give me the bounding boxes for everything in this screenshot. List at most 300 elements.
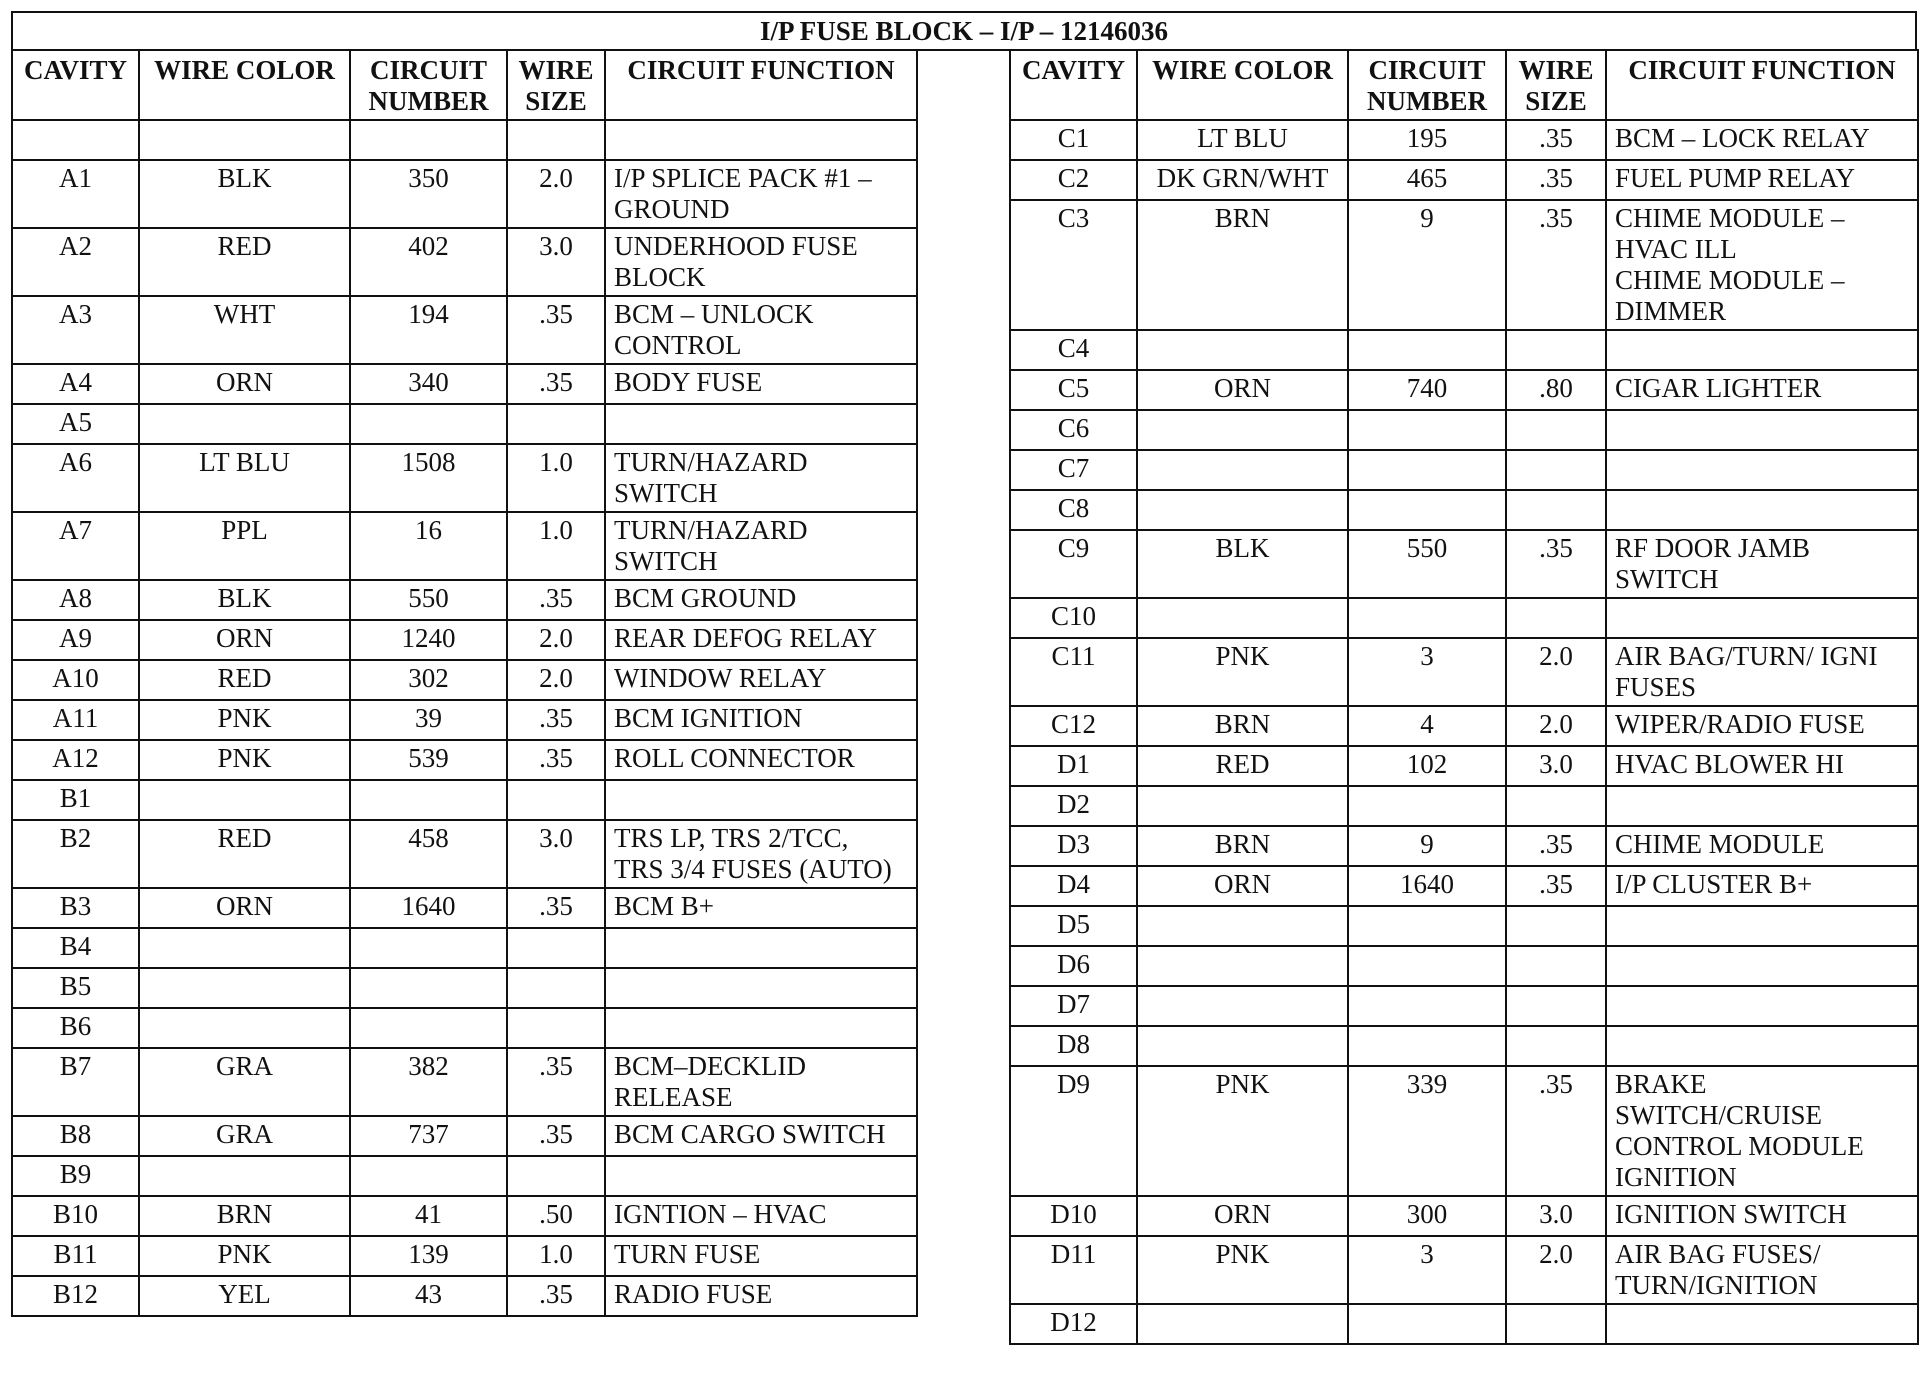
wire-color-cell [1137,1026,1348,1066]
wire-color-cell [139,120,350,160]
cavity-cell: B10 [12,1196,139,1236]
wire-color-cell [139,928,350,968]
wire-size-cell: 2.0 [1506,706,1606,746]
circuit-function-line: IGNITION SWITCH [1615,1199,1847,1229]
wire-color-cell: LT BLU [1137,120,1348,160]
circuit-function-cell [1606,746,1918,786]
wire-size-cell: .35 [507,1048,605,1116]
circuit-number-cell: 3 [1348,638,1506,706]
wire-color-cell: LT BLU [139,444,350,512]
circuit-function-line: CHIME MODULE – [1615,265,1845,295]
wire-size-cell [1506,986,1606,1026]
circuit-function-line: BCM IGNITION [614,703,803,733]
cavity-cell: C1 [1010,120,1137,160]
wire-color-cell [139,780,350,820]
table-row [12,660,917,700]
left-header-row [12,50,917,120]
wire-size-cell [1506,1304,1606,1344]
wire-color-cell [1137,490,1348,530]
circuit-number-cell: 339 [1348,1066,1506,1196]
cavity-cell: A3 [12,296,139,364]
wire-size-cell: .35 [507,364,605,404]
wire-size-cell [507,968,605,1008]
wire-color-cell [1137,410,1348,450]
header-circuit-number: CIRCUIT NUMBER [350,50,507,120]
circuit-function-line: TURN/IGNITION [1615,1270,1818,1300]
cavity-cell: D3 [1010,826,1137,866]
wire-size-cell: .35 [507,296,605,364]
cavity-cell: C10 [1010,598,1137,638]
circuit-number-cell: 737 [350,1116,507,1156]
table-row [12,888,917,928]
wire-size-cell [507,928,605,968]
circuit-function-line: CHIME MODULE – [1615,203,1845,233]
wire-color-cell: PNK [1137,1236,1348,1304]
cavity-cell: B1 [12,780,139,820]
table-row [12,512,917,580]
circuit-number-cell: 9 [1348,200,1506,330]
wire-size-cell: .35 [507,888,605,928]
circuit-number-cell: 740 [1348,370,1506,410]
circuit-number-cell: 195 [1348,120,1506,160]
circuit-function-cell [605,404,917,444]
wire-color-cell: ORN [139,620,350,660]
wire-color-cell [1137,786,1348,826]
circuit-function-line: WINDOW RELAY [614,663,827,693]
wire-color-cell [139,968,350,1008]
circuit-function-line: BCM CARGO SWITCH [614,1119,886,1149]
cavity-cell: D9 [1010,1066,1137,1196]
circuit-function-line: TRS 3/4 FUSES (AUTO) [614,854,892,884]
wire-color-cell: PNK [139,1236,350,1276]
wire-size-cell: .35 [507,1116,605,1156]
circuit-function-cell [1606,370,1918,410]
circuit-function-cell [1606,530,1918,598]
circuit-function-cell [605,1116,917,1156]
circuit-number-cell [1348,490,1506,530]
circuit-function-cell [605,160,917,228]
wire-size-cell [507,404,605,444]
table-row [12,1236,917,1276]
circuit-function-cell [605,1048,917,1116]
circuit-number-cell: 1240 [350,620,507,660]
circuit-function-cell [605,700,917,740]
wire-size-cell [1506,946,1606,986]
circuit-function-line: AIR BAG/TURN/ IGNI [1615,641,1878,671]
header-cavity: CAVITY [12,50,139,120]
circuit-function-line: FUSES [1615,672,1697,702]
circuit-function-cell [605,296,917,364]
cavity-cell: B4 [12,928,139,968]
cavity-cell: A7 [12,512,139,580]
wire-color-cell: PNK [139,700,350,740]
table-row [1010,120,1918,160]
circuit-number-cell [1348,906,1506,946]
cavity-cell: D8 [1010,1026,1137,1066]
cavity-cell: A9 [12,620,139,660]
table-row [1010,906,1918,946]
circuit-function-line: SWITCH [614,478,718,508]
cavity-cell: A8 [12,580,139,620]
circuit-function-cell [1606,330,1918,370]
table-row [1010,1066,1918,1196]
circuit-function-line: UNDERHOOD FUSE [614,231,858,261]
cavity-cell: C3 [1010,200,1137,330]
cavity-cell: B11 [12,1236,139,1276]
wire-size-cell: 3.0 [1506,1196,1606,1236]
cavity-cell: C11 [1010,638,1137,706]
cavity-cell: D10 [1010,1196,1137,1236]
circuit-function-line: BCM–DECKLID [614,1051,807,1081]
table-row [12,580,917,620]
cavity-cell: D11 [1010,1236,1137,1304]
cavity-cell: C4 [1010,330,1137,370]
circuit-function-line: BLOCK [614,262,706,292]
circuit-number-cell [1348,1026,1506,1066]
table-row [12,364,917,404]
wire-size-cell: 3.0 [1506,746,1606,786]
wire-color-cell: PNK [139,740,350,780]
circuit-function-cell [1606,200,1918,330]
wire-color-cell: DK GRN/WHT [1137,160,1348,200]
wire-color-cell: ORN [1137,370,1348,410]
cavity-cell: A4 [12,364,139,404]
wire-color-cell: BRN [139,1196,350,1236]
circuit-number-cell [1348,1304,1506,1344]
circuit-function-line: RF DOOR JAMB [1615,533,1811,563]
right-fuse-table [1009,49,1919,1345]
circuit-function-cell [605,580,917,620]
circuit-function-cell [605,1156,917,1196]
circuit-number-cell: 539 [350,740,507,780]
circuit-number-cell [1348,410,1506,450]
cavity-cell: D7 [1010,986,1137,1026]
circuit-number-cell [350,780,507,820]
table-row [1010,530,1918,598]
circuit-function-line: CIGAR LIGHTER [1615,373,1822,403]
circuit-function-line: I/P SPLICE PACK #1 – [614,163,872,193]
circuit-function-cell [1606,906,1918,946]
circuit-function-cell [605,364,917,404]
circuit-number-cell [1348,786,1506,826]
circuit-function-line: BCM B+ [614,891,715,921]
circuit-number-cell [1348,330,1506,370]
circuit-function-line: TURN/HAZARD [614,447,808,477]
circuit-function-cell [605,512,917,580]
wire-size-cell: 3.0 [507,228,605,296]
wire-size-cell: 2.0 [1506,638,1606,706]
wire-color-cell: WHT [139,296,350,364]
cavity-cell: C2 [1010,160,1137,200]
wire-size-cell: .35 [1506,530,1606,598]
header-wire-size: WIRE SIZE [507,50,605,120]
table-row [1010,1236,1918,1304]
table-row [1010,450,1918,490]
circuit-function-line: TRS LP, TRS 2/TCC, [614,823,849,853]
wire-color-cell: YEL [139,1276,350,1316]
wire-size-cell: .35 [1506,120,1606,160]
table-row [12,780,917,820]
circuit-function-line: SWITCH [1615,564,1719,594]
circuit-function-line: TURN FUSE [614,1239,761,1269]
circuit-function-cell [1606,490,1918,530]
header-wire-color: WIRE COLOR [1137,50,1348,120]
cavity-cell: A2 [12,228,139,296]
table-row [1010,986,1918,1026]
wire-size-cell: .35 [1506,1066,1606,1196]
circuit-number-cell: 3 [1348,1236,1506,1304]
circuit-number-cell: 350 [350,160,507,228]
wire-color-cell: GRA [139,1048,350,1116]
circuit-number-cell [1348,598,1506,638]
circuit-function-cell [605,1008,917,1048]
circuit-number-cell: 39 [350,700,507,740]
circuit-function-cell [605,888,917,928]
wire-color-cell: RED [1137,746,1348,786]
circuit-function-cell [605,228,917,296]
wire-color-cell [139,1156,350,1196]
table-row [12,1276,917,1316]
cavity-cell: A12 [12,740,139,780]
table-row [1010,866,1918,906]
circuit-function-line: GROUND [614,194,730,224]
circuit-function-line: AIR BAG FUSES/ [1615,1239,1821,1269]
cavity-cell: C7 [1010,450,1137,490]
cavity-cell: D5 [1010,906,1137,946]
cavity-cell: B7 [12,1048,139,1116]
circuit-function-line: FUEL PUMP RELAY [1615,163,1856,193]
header-circuit-number: CIRCUIT NUMBER [1348,50,1506,120]
circuit-function-cell [605,780,917,820]
wire-size-cell [1506,786,1606,826]
circuit-function-line: DIMMER [1615,296,1727,326]
cavity-cell: D4 [1010,866,1137,906]
table-row [12,296,917,364]
cavity-cell: C9 [1010,530,1137,598]
circuit-function-cell [1606,706,1918,746]
wire-size-cell: .35 [1506,826,1606,866]
circuit-number-cell: 340 [350,364,507,404]
wire-color-cell [1137,330,1348,370]
table-row [12,928,917,968]
wire-size-cell [1506,410,1606,450]
wire-color-cell: ORN [139,364,350,404]
cavity-cell: D2 [1010,786,1137,826]
wire-size-cell: 3.0 [507,820,605,888]
wire-size-cell: .35 [1506,866,1606,906]
cavity-cell: A10 [12,660,139,700]
circuit-number-cell: 550 [1348,530,1506,598]
circuit-function-cell [605,928,917,968]
wire-size-cell: .50 [507,1196,605,1236]
header-circuit-function: CIRCUIT FUNCTION [1606,50,1918,120]
cavity-cell: B12 [12,1276,139,1316]
circuit-number-cell: 139 [350,1236,507,1276]
wire-size-cell: .80 [1506,370,1606,410]
wire-size-cell [507,1008,605,1048]
wire-color-cell: BRN [1137,706,1348,746]
cavity-cell: D6 [1010,946,1137,986]
wire-size-cell: 2.0 [507,660,605,700]
circuit-number-cell: 1640 [1348,866,1506,906]
cavity-cell: B6 [12,1008,139,1048]
cavity-cell: C5 [1010,370,1137,410]
wire-color-cell [1137,1304,1348,1344]
circuit-function-cell [1606,1236,1918,1304]
wire-color-cell: PNK [1137,1066,1348,1196]
circuit-function-cell [1606,1026,1918,1066]
circuit-function-cell [1606,826,1918,866]
table-row [1010,826,1918,866]
cavity-cell: C12 [1010,706,1137,746]
table-row [12,968,917,1008]
wire-color-cell: BLK [139,160,350,228]
cavity-cell: B8 [12,1116,139,1156]
right-header-row [1010,50,1918,120]
circuit-function-line: BODY FUSE [614,367,763,397]
wire-color-cell: RED [139,660,350,700]
circuit-function-line: RELEASE [614,1082,733,1112]
wire-size-cell: .35 [1506,160,1606,200]
cavity-cell: C8 [1010,490,1137,530]
header-circuit-function: CIRCUIT FUNCTION [605,50,917,120]
circuit-number-cell [350,1156,507,1196]
circuit-function-line: WIPER/RADIO FUSE [1615,709,1865,739]
circuit-function-line: SWITCH [614,546,718,576]
table-row [1010,598,1918,638]
table-row [12,740,917,780]
circuit-number-cell: 550 [350,580,507,620]
table-row [1010,410,1918,450]
circuit-number-cell [1348,986,1506,1026]
circuit-number-cell: 402 [350,228,507,296]
table-row [1010,946,1918,986]
circuit-number-cell: 1640 [350,888,507,928]
circuit-function-cell [1606,946,1918,986]
wire-color-cell: RED [139,228,350,296]
circuit-function-line: I/P CLUSTER B+ [1615,869,1813,899]
wire-color-cell: ORN [1137,866,1348,906]
wire-color-cell: BLK [139,580,350,620]
circuit-function-cell [605,740,917,780]
table-row [12,228,917,296]
wire-color-cell [1137,598,1348,638]
wire-color-cell [1137,946,1348,986]
circuit-function-line: REAR DEFOG RELAY [614,623,878,653]
table-row [12,160,917,228]
wire-size-cell: .35 [507,740,605,780]
circuit-function-cell [605,660,917,700]
wire-size-cell: .35 [507,1276,605,1316]
circuit-function-line: CONTROL [614,330,742,360]
table-row [1010,1026,1918,1066]
circuit-number-cell [350,1008,507,1048]
circuit-number-cell: 300 [1348,1196,1506,1236]
circuit-number-cell: 41 [350,1196,507,1236]
wire-size-cell [1506,490,1606,530]
cavity-cell: B9 [12,1156,139,1196]
circuit-number-cell: 16 [350,512,507,580]
table-row [1010,706,1918,746]
wire-color-cell [139,404,350,444]
circuit-function-cell [1606,160,1918,200]
table-row [1010,160,1918,200]
circuit-function-cell [605,1236,917,1276]
circuit-number-cell: 458 [350,820,507,888]
circuit-number-cell: 465 [1348,160,1506,200]
wire-size-cell [507,1156,605,1196]
table-row [1010,746,1918,786]
wire-size-cell [1506,330,1606,370]
circuit-function-cell [1606,410,1918,450]
circuit-number-cell: 382 [350,1048,507,1116]
circuit-number-cell [1348,450,1506,490]
circuit-function-cell [1606,1304,1918,1344]
table-row [12,1116,917,1156]
circuit-function-line: SWITCH/CRUISE [1615,1100,1823,1130]
table-row [1010,1196,1918,1236]
table-row [1010,370,1918,410]
circuit-number-cell: 302 [350,660,507,700]
cavity-cell: B3 [12,888,139,928]
table-row [12,120,917,160]
circuit-function-line: CONTROL MODULE [1615,1131,1864,1161]
wire-color-cell: RED [139,820,350,888]
wire-size-cell [1506,450,1606,490]
circuit-function-line: BRAKE [1615,1069,1707,1099]
wire-size-cell [507,780,605,820]
table-row [12,444,917,512]
circuit-function-cell [605,820,917,888]
circuit-function-cell [605,1196,917,1236]
circuit-number-cell: 194 [350,296,507,364]
circuit-number-cell [1348,946,1506,986]
table-row [1010,330,1918,370]
cavity-cell: D1 [1010,746,1137,786]
table-row [12,1008,917,1048]
cavity-cell: D12 [1010,1304,1137,1344]
wire-color-cell [139,1008,350,1048]
circuit-function-cell [1606,598,1918,638]
wire-color-cell [1137,986,1348,1026]
circuit-function-line: IGNITION [1615,1162,1737,1192]
table-row [1010,638,1918,706]
wire-color-cell: BLK [1137,530,1348,598]
wire-color-cell: GRA [139,1116,350,1156]
circuit-function-cell [1606,120,1918,160]
circuit-function-cell [1606,638,1918,706]
header-wire-color: WIRE COLOR [139,50,350,120]
wire-size-cell: .35 [507,580,605,620]
circuit-function-line: RADIO FUSE [614,1279,773,1309]
wire-size-cell [1506,1026,1606,1066]
table-row [1010,200,1918,330]
circuit-number-cell: 102 [1348,746,1506,786]
circuit-function-cell [605,120,917,160]
wire-color-cell: BRN [1137,200,1348,330]
circuit-function-cell [605,1276,917,1316]
circuit-number-cell [350,120,507,160]
wire-size-cell: 1.0 [507,512,605,580]
circuit-number-cell: 1508 [350,444,507,512]
table-row [1010,1304,1918,1344]
wire-color-cell: ORN [1137,1196,1348,1236]
wire-color-cell: PNK [1137,638,1348,706]
circuit-function-line: BCM GROUND [614,583,797,613]
wire-size-cell: 1.0 [507,444,605,512]
wire-color-cell: ORN [139,888,350,928]
wire-size-cell [1506,906,1606,946]
